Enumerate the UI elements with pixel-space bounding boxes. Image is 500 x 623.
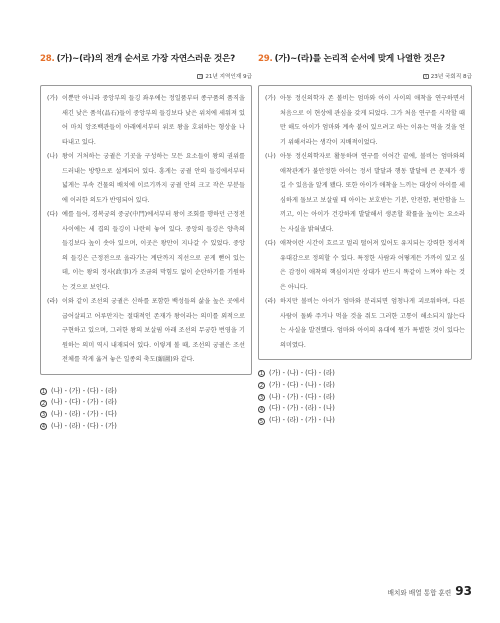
choice-text: (다) - (라) - (가) - (나) xyxy=(269,416,335,425)
question-title xyxy=(40,52,252,64)
source-tag xyxy=(40,72,252,80)
question-number: 28. xyxy=(40,54,55,64)
paragraph xyxy=(265,295,465,353)
choice-number: 4 xyxy=(41,424,46,431)
choice-text: (가) - (나) - (다) - (라) xyxy=(269,369,335,377)
paragraph-label: (가) xyxy=(265,95,276,102)
choice-number: 2 xyxy=(259,383,264,390)
footer-text: 배치와 배열 통합 훈련 xyxy=(387,589,452,597)
source-text: 23년 국회직 8급 xyxy=(430,74,472,80)
source-icon: 기 xyxy=(198,74,203,79)
source-icon: 기 xyxy=(424,74,428,79)
choice-number: 3 xyxy=(41,412,46,419)
answer-choice[interactable] xyxy=(40,397,252,409)
choice-number: 2 xyxy=(41,400,46,407)
paragraph xyxy=(47,150,245,208)
paragraph-text: 하지만 볼비는 아이가 엄마와 분리되면 엄청나게 괴로워하며, 다른 사람이 돌봐 주거나 먹을 것을 줘도 그러한 고통이 해소되지 않는다는 사실을 발견했다. 엄마와 아이의 유대에 뭔가 특별한 것이 있다는 의미였다. xyxy=(280,298,465,349)
paragraph-label: (라) xyxy=(47,298,58,305)
answer-choices xyxy=(40,386,252,433)
paragraph-text: 왕이 거처하는 궁궐은 기곳을 구성하는 모든 요소들이 왕의 권위를 드러내는 방향으로 설계되어 있다. 흥게는 궁궐 안의 들깅에서부터 넓게는 부속 건물의 배치에 이르기까지 궁궐 안의 크고 작은 부분들에 이러한 의도가 반영되어 있다. xyxy=(62,153,245,204)
question-text: (가)~(라)를 논리적 순서에 맞게 나열한 것은? xyxy=(274,54,445,64)
paragraph-text: 이와 같이 조선의 궁궐은 신하를 포함한 백성들의 삶을 높은 곳에서 굽어살피고 어루만지는 절대적인 존재가 왕이라는 의미를 외적으로 구현하고 있으며, 그러한 왕의 보살핌 아래 조선의 무궁한 번영을 기원하는 의미 역시 내재되어 있다. 이렇게 볼 때, 조선의 궁궐은 조선 전체를 작게 옮겨 놓은 일종의 축도(縮圖)와 같다. xyxy=(62,298,245,363)
answer-choice[interactable] xyxy=(258,392,472,404)
answer-choice[interactable] xyxy=(40,421,252,433)
paragraph xyxy=(47,295,245,368)
paragraph-label: (다) xyxy=(265,240,276,247)
choice-number: 1 xyxy=(41,388,46,395)
paragraph xyxy=(47,92,245,150)
answer-choice[interactable] xyxy=(40,386,252,398)
page-number: 93 xyxy=(455,584,472,598)
paragraph xyxy=(47,208,245,295)
answer-choice[interactable] xyxy=(258,415,472,427)
question-number: 29. xyxy=(258,54,273,64)
paragraph-label: (다) xyxy=(47,211,58,218)
paragraph-text: 아동 정신의학자로 활동하며 연구를 이어간 끝에, 볼비는 엄마와의 애착관계가 불안정한 아이는 정서 발달과 행동 발달에 큰 문제가 생길 수 있음을 알게 됐다. 또한 아이가 애착을 느끼는 대상이 아이를 세심하게 돌보고 보살필 때 아이는 보호받는 기분, 안전함, 편안함을 느끼고, 이는 아이가 건강하게 발달해서 생존할 확률을 높이는 요소라는 사실을 밝혀냈다. xyxy=(280,153,465,233)
source-text: 21년 지역인재 9급 xyxy=(205,74,252,80)
paragraph-text: 아동 정신의학자 존 볼비는 엄마와 아이 사이의 애착을 연구하면서 처음으로 이 현상에 관심을 갖게 되었다. 그가 처음 연구를 시작할 때만 해도 아이가 엄마와 계속 붙어 있으려고 하는 이유는 먹을 것을 얻기 위해서라는 생각이 지배적이었다. xyxy=(280,95,465,146)
choice-text: (나) - (다) - (가) - (라) xyxy=(51,398,117,407)
answer-choice[interactable] xyxy=(40,409,252,421)
choice-text: (나) - (가) - (다) - (라) xyxy=(269,392,335,401)
answer-choice[interactable] xyxy=(258,380,472,392)
paragraph xyxy=(265,237,465,295)
choice-text: (나) - (라) - (가) - (다) xyxy=(51,410,117,419)
paragraph xyxy=(265,92,465,150)
passage-box xyxy=(40,85,252,375)
choice-text: (다) - (가) - (라) - (나) xyxy=(269,404,335,413)
choice-number: 3 xyxy=(259,394,264,401)
choice-text: (나) - (가) - (다) - (라) xyxy=(51,386,117,395)
choice-text: (나) - (라) - (다) - (가) xyxy=(51,421,117,430)
page-footer xyxy=(388,584,472,598)
choice-number: 4 xyxy=(259,406,264,413)
answer-choice[interactable] xyxy=(258,403,472,415)
source-tag xyxy=(258,72,472,80)
question-28 xyxy=(40,52,252,433)
paragraph-label: (가) xyxy=(47,95,58,102)
paragraph-text: 애착이란 시간이 흐르고 멀리 떨어져 있어도 유지되는 강력한 정서적 유대감으로 정의할 수 있다. 특정한 사람과 어떻게든 가까이 있고 싶은 감정이 애착의 핵심이지만 상대가 반드시 똑같이 느껴야 하는 것은 아니다. xyxy=(280,240,465,291)
answer-choice[interactable] xyxy=(258,368,472,380)
paragraph-label: (라) xyxy=(265,298,276,305)
paragraph-label: (나) xyxy=(47,153,58,160)
question-title xyxy=(258,52,472,64)
question-text: (가)~(라)의 전개 순서로 가장 자연스러운 것은? xyxy=(56,54,236,64)
paragraph-label: (나) xyxy=(265,153,276,160)
choice-text: (가) - (다) - (나) - (라) xyxy=(269,380,335,389)
paragraph xyxy=(265,150,465,237)
passage-box xyxy=(258,85,472,360)
choice-number: 5 xyxy=(259,418,264,425)
paragraph-text: 이뿐만 아니라 중앙부의 들깅 좌우에는 정일품부터 종구품의 품직을 새긴 낮은 품석(品石)들이 중앙부의 들깅보다 낮은 위치에 세워져 있어 마치 앙조백관들이 아래에서부터 위로 왕을 호위하는 형상을 나타내고 있다. xyxy=(62,95,245,146)
choice-number: 1 xyxy=(259,371,264,378)
question-29 xyxy=(258,52,472,427)
answer-choices xyxy=(258,368,472,427)
paragraph-text: 예를 들어, 경복궁의 중궁(中門)에서부터 왕이 조회를 행하던 근정전 사이에는 세 겹의 들깅이 나란히 놓여 있다. 중앙의 들깅은 양측의 들깅보다 높이 솟아 있으며, 이곳은 왕만이 지나갈 수 있었다. 중앙의 들깅은 근정전으로 올라가는 계단까지 직선으로 곧게 뻗어 있는데, 이는 왕의 정사(政事)가 조금의 막힘도 없이 순탄하기를 기원하는 것으로 보인다. xyxy=(62,211,245,291)
